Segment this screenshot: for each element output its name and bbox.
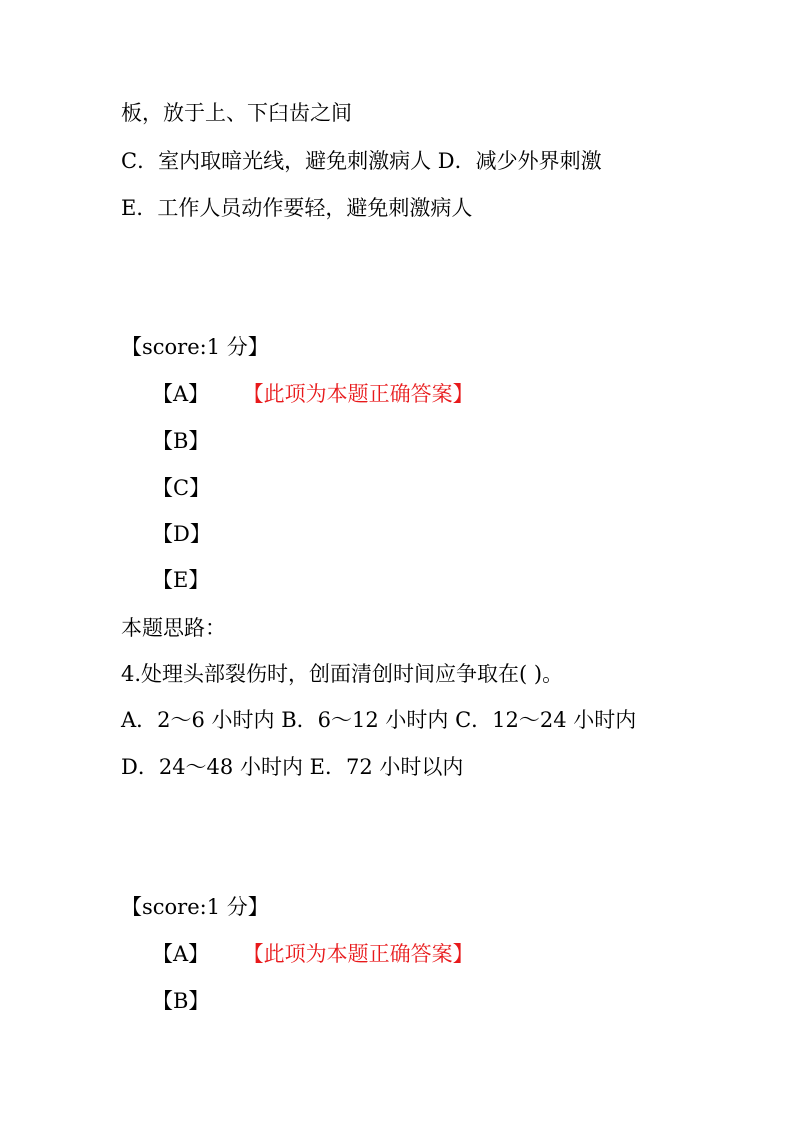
question-4-answer-b: 【B】 <box>152 989 210 1013</box>
question-4-stem: 4.处理头部裂伤时，创面清创时间应争取在( )。 <box>121 662 564 686</box>
correct-answer-marker: 【此项为本题正确答案】 <box>253 942 474 966</box>
thinking-label: 本题思路： <box>121 616 226 640</box>
answer-option-label: 【A】 <box>152 942 210 966</box>
question-3-options-c-d: C．室内取暗光线，避免刺激病人 D．减少外界刺激 <box>121 149 602 173</box>
correct-answer-marker: 【此项为本题正确答案】 <box>253 382 474 406</box>
question-4-options-a-b-c: A．2～6 小时内 B．6～12 小时内 C．12～24 小时内 <box>121 708 637 732</box>
question-3-answer-c: 【C】 <box>152 476 211 500</box>
question-3-score: 【score:1 分】 <box>121 335 269 359</box>
question-3-answer-e: 【E】 <box>152 568 210 592</box>
question-3-option-e: E．工作人员动作要轻，避免刺激病人 <box>121 196 473 220</box>
question-4-options-d-e: D．24～48 小时内 E．72 小时以内 <box>121 755 464 779</box>
question-3-continuation: 板，放于上、下臼齿之间 <box>121 101 352 125</box>
question-4-answer-a <box>152 940 474 968</box>
question-3-answer-d: 【D】 <box>152 522 211 546</box>
question-4-score: 【score:1 分】 <box>121 895 269 919</box>
answer-option-label: 【A】 <box>152 382 210 406</box>
question-3-answer-b: 【B】 <box>152 429 210 453</box>
question-3-answer-a <box>152 380 474 408</box>
